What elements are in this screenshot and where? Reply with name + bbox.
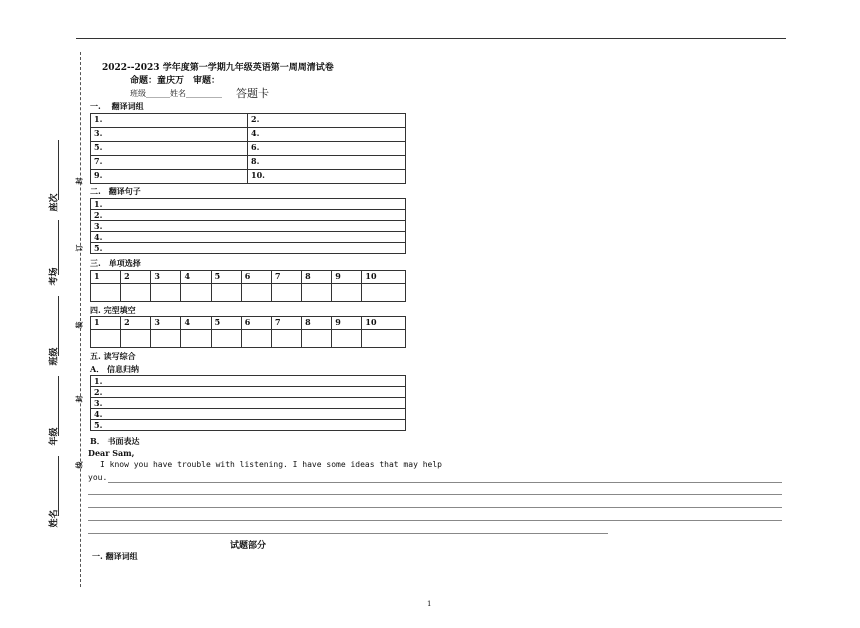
answer-cell[interactable] — [362, 330, 406, 348]
answer-cell[interactable] — [151, 284, 181, 302]
answer-cell[interactable]: 3. — [91, 128, 248, 142]
side-label-name: 姓名 — [49, 509, 60, 528]
question-number: 7 — [271, 271, 301, 284]
question-number: 6 — [241, 271, 271, 284]
question-number: 4 — [181, 317, 211, 330]
side-blank-seat — [58, 140, 59, 200]
side-label-class: 班级 — [49, 347, 60, 366]
letter-line-1: I know you have trouble with listening. I have some ideas that may help — [100, 460, 442, 469]
section-1-heading: 一. 翻译词组 — [90, 101, 144, 111]
question-number: 10 — [362, 271, 406, 284]
question-number: 1 — [91, 317, 121, 330]
binding-mark: 封 — [74, 395, 84, 403]
answer-cell[interactable] — [302, 284, 332, 302]
section-3-table — [90, 270, 406, 302]
answer-cell[interactable] — [211, 330, 241, 348]
question-number: 5 — [211, 317, 241, 330]
answer-cell[interactable] — [271, 330, 301, 348]
writing-line[interactable] — [88, 520, 782, 521]
answer-cell[interactable] — [211, 284, 241, 302]
side-blank-class — [58, 296, 59, 356]
answer-row[interactable]: 1. — [91, 376, 406, 387]
side-blank-grade — [58, 376, 59, 436]
header-rule — [76, 38, 786, 39]
binding-mark: 装 — [74, 321, 84, 329]
answer-cell[interactable] — [181, 284, 211, 302]
answer-cell[interactable]: 7. — [91, 156, 248, 170]
binding-mark: 订 — [74, 244, 84, 252]
question-number: 2 — [121, 317, 151, 330]
section-4-heading: 四. 完型填空 — [90, 305, 136, 315]
answer-row[interactable]: 3. — [91, 221, 406, 232]
answer-cell[interactable]: 9. — [91, 170, 248, 184]
question-number: 3 — [151, 271, 181, 284]
answer-cell[interactable]: 8. — [248, 156, 406, 170]
answer-cell[interactable] — [241, 330, 271, 348]
answer-cell[interactable] — [332, 330, 362, 348]
question-number: 9 — [332, 317, 362, 330]
part-section-1-heading: 一. 翻译词组 — [92, 551, 138, 561]
answer-cell[interactable] — [151, 330, 181, 348]
writing-line[interactable] — [88, 494, 782, 495]
answer-cell[interactable]: 6. — [248, 142, 406, 156]
side-blank-exam-room — [58, 220, 59, 275]
answer-row[interactable]: 4. — [91, 232, 406, 243]
writing-line[interactable] — [88, 533, 608, 534]
section-1-table — [90, 113, 406, 184]
question-number: 8 — [302, 271, 332, 284]
binding-mark: 封 — [74, 177, 84, 185]
question-number: 10 — [362, 317, 406, 330]
section-2-heading: 二. 翻译句子 — [90, 186, 141, 196]
paper-title: 2022--2023 学年度第一学期九年级英语第一周周清试卷 — [102, 63, 334, 73]
answer-cell[interactable] — [332, 284, 362, 302]
answer-row[interactable]: 4. — [91, 409, 406, 420]
letter-greeting: Dear Sam, — [88, 448, 135, 458]
section-3-heading: 三. 单项选择 — [90, 258, 141, 268]
answer-cell[interactable]: 2. — [248, 114, 406, 128]
answer-row[interactable]: 3. — [91, 398, 406, 409]
answer-cell[interactable] — [271, 284, 301, 302]
answer-cell[interactable] — [302, 330, 332, 348]
answer-cell[interactable]: 5. — [91, 142, 248, 156]
question-number: 5 — [211, 271, 241, 284]
section-5a-table — [90, 375, 406, 431]
writing-line[interactable] — [108, 482, 782, 483]
paper-authors: 命题：童庆万 审题： — [130, 76, 221, 86]
part-title: 试题部分 — [230, 541, 267, 551]
answer-cell[interactable] — [241, 284, 271, 302]
question-number: 9 — [332, 271, 362, 284]
binding-mark: 线 — [74, 461, 84, 469]
question-number: 1 — [91, 271, 121, 284]
question-number: 8 — [302, 317, 332, 330]
answer-card-label: 答题卡 — [236, 87, 269, 100]
side-label-exam-room: 考场 — [49, 267, 60, 286]
answer-cell[interactable] — [121, 330, 151, 348]
answer-row[interactable]: 2. — [91, 210, 406, 221]
answer-cell[interactable] — [181, 330, 211, 348]
side-label-seat: 座次 — [49, 193, 60, 212]
question-number: 6 — [241, 317, 271, 330]
side-label-grade: 年级 — [49, 427, 60, 446]
writing-line[interactable] — [88, 507, 782, 508]
answer-row[interactable]: 2. — [91, 387, 406, 398]
side-blank-name — [58, 456, 59, 516]
answer-cell[interactable]: 10. — [248, 170, 406, 184]
answer-cell[interactable] — [91, 284, 121, 302]
answer-cell[interactable] — [362, 284, 406, 302]
page-number: 1 — [427, 600, 432, 608]
section-5-heading: 五. 读写综合 — [90, 351, 136, 361]
answer-row[interactable]: 5. — [91, 243, 406, 254]
class-name-line: 班级______姓名_________ — [130, 89, 222, 98]
question-number: 4 — [181, 271, 211, 284]
section-4-table — [90, 316, 406, 348]
question-number: 2 — [121, 271, 151, 284]
section-5a-heading: A． 信息归纳 — [90, 364, 139, 374]
question-number: 3 — [151, 317, 181, 330]
answer-cell[interactable]: 1. — [91, 114, 248, 128]
binding-dashed-line — [80, 52, 81, 587]
section-2-table — [90, 198, 406, 254]
section-5b-heading: B． 书面表达 — [90, 436, 140, 446]
answer-cell[interactable] — [121, 284, 151, 302]
answer-cell[interactable]: 4. — [248, 128, 406, 142]
letter-line-2: you. — [88, 473, 108, 482]
answer-row[interactable]: 1. — [91, 199, 406, 210]
question-number: 7 — [271, 317, 301, 330]
answer-row[interactable]: 5. — [91, 420, 406, 431]
answer-cell[interactable] — [91, 330, 121, 348]
